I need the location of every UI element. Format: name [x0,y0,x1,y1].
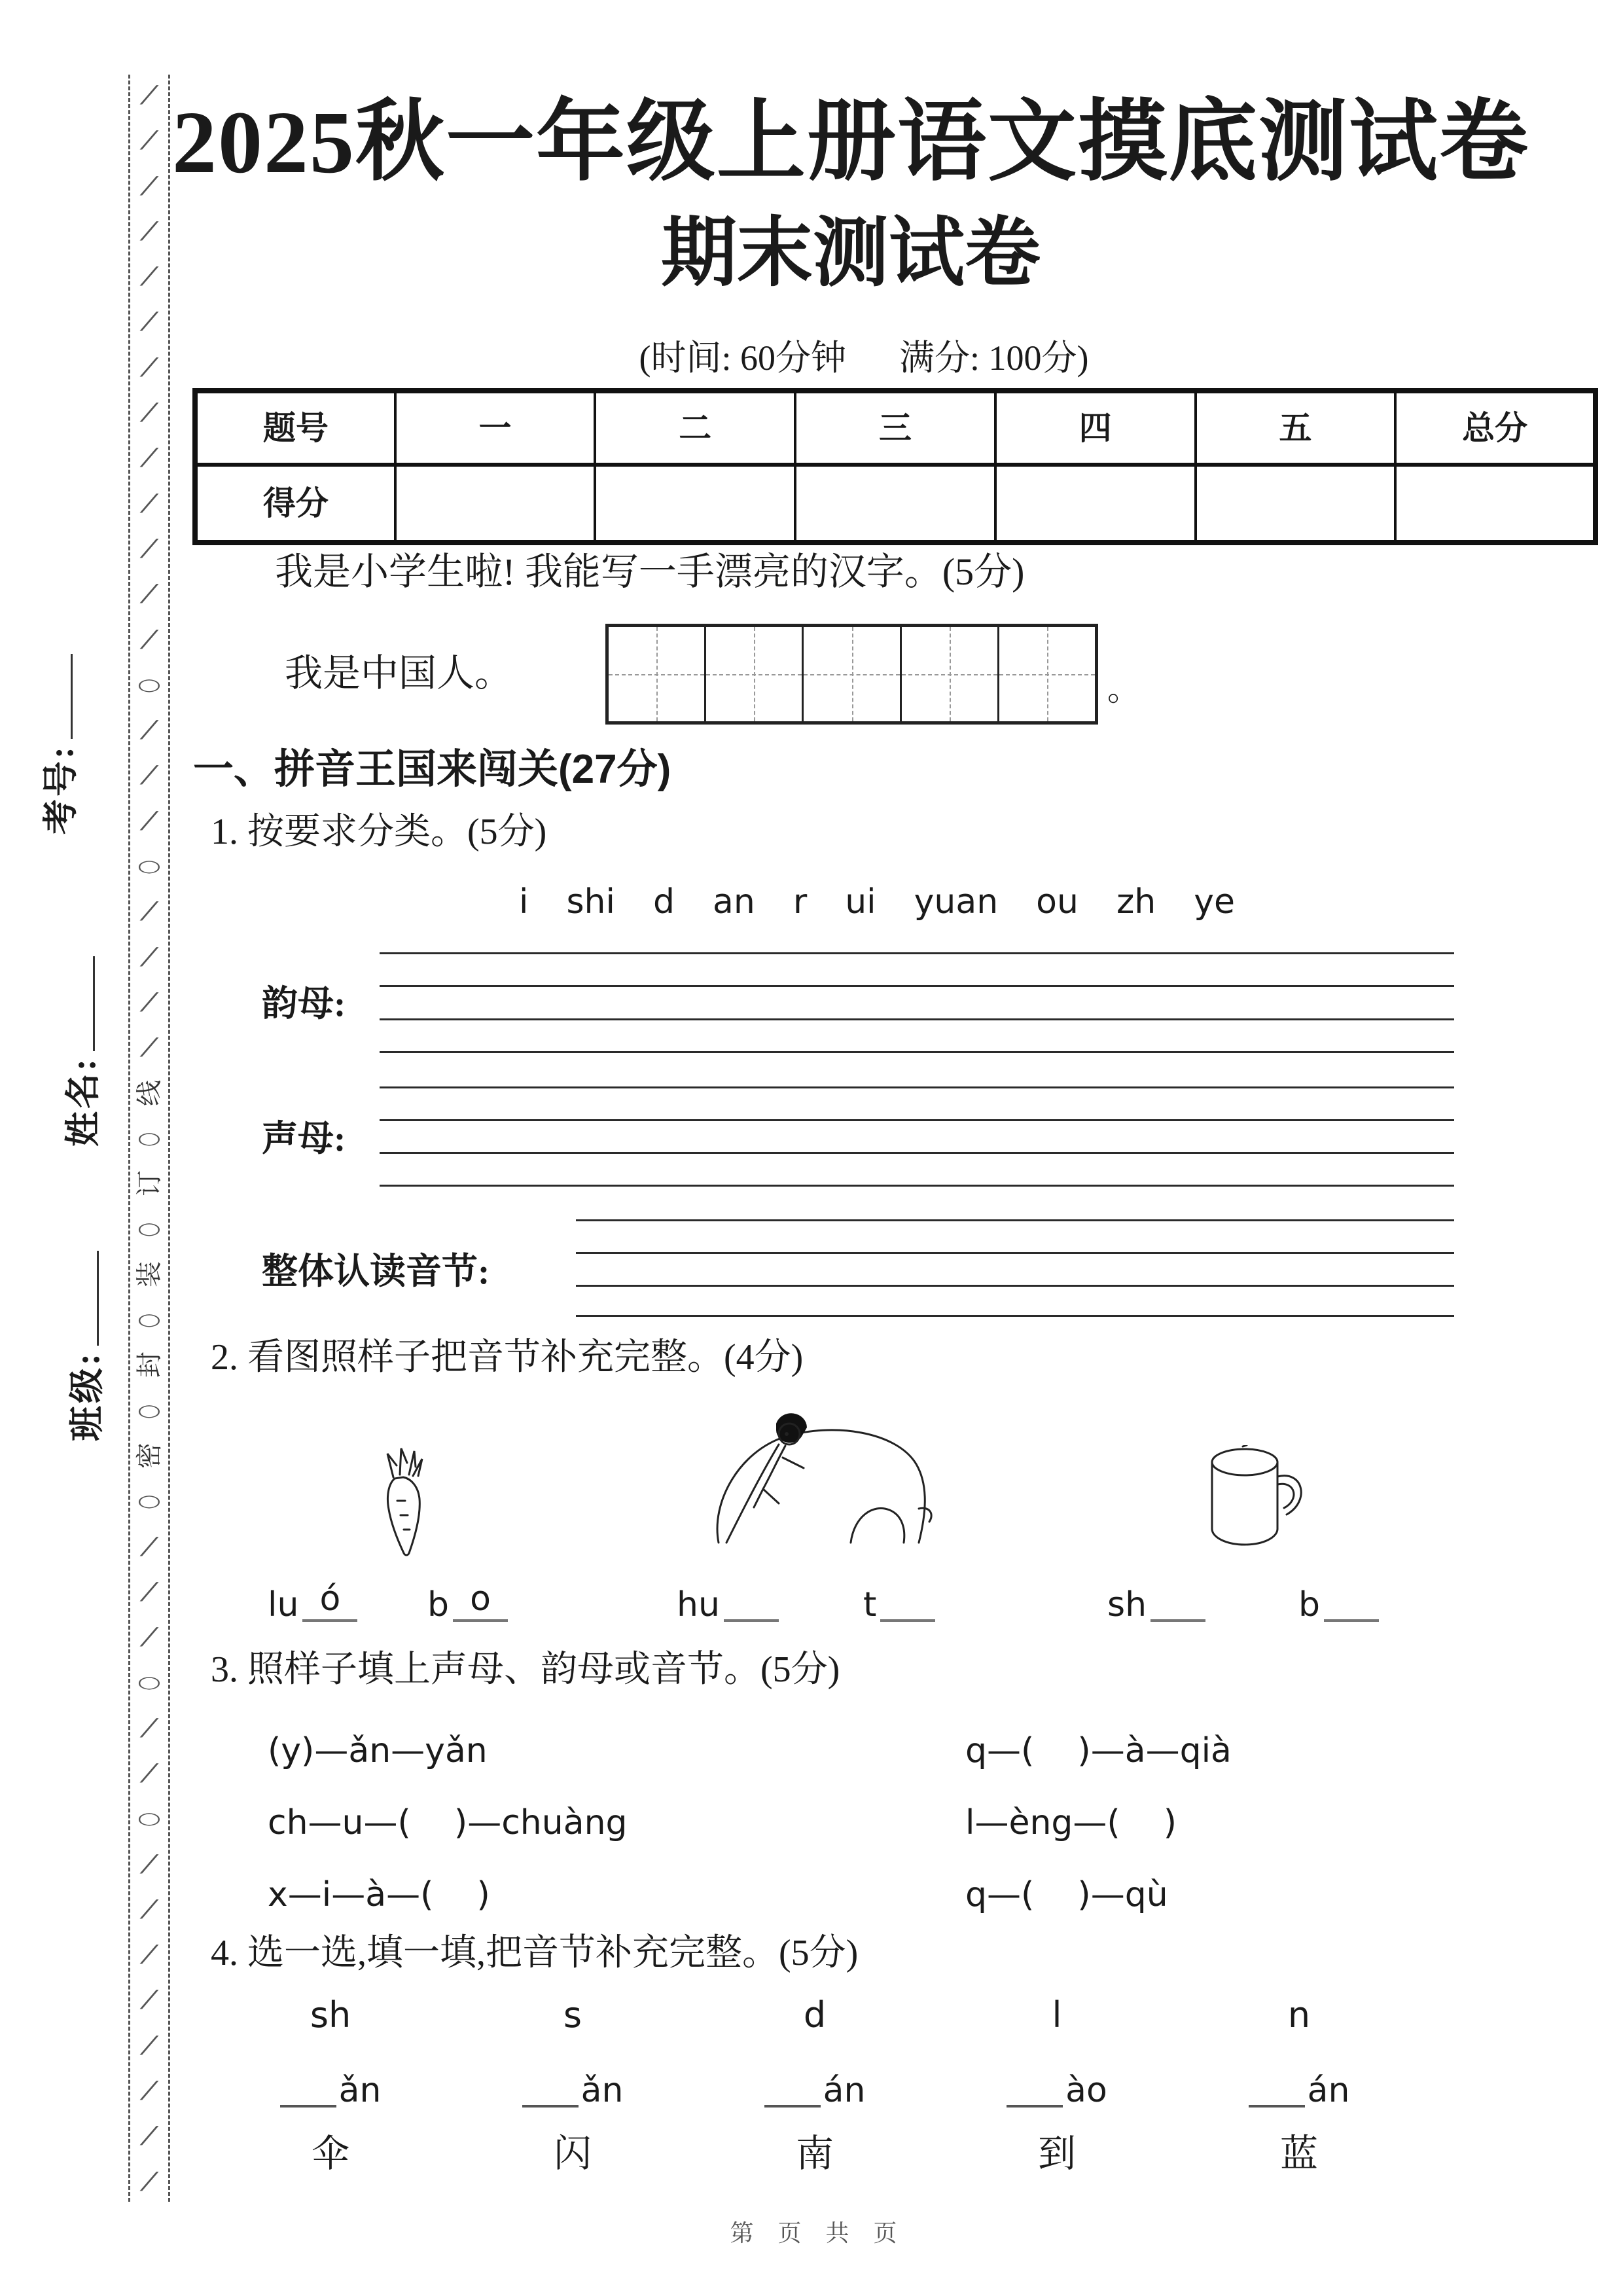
handwriting-cell [999,627,1095,721]
staff-line [380,985,1454,987]
q4-rhyme: ào [1065,2071,1107,2110]
q3-item: ch—u—( )—chuàng [268,1803,628,1842]
q3-item: x—i—à—( ) [268,1875,490,1914]
binding-strip-mark: ╱ [141,1627,158,1647]
q3-item: (y)—ǎn—yǎn [268,1731,488,1770]
pinyin-item: ye [1194,882,1235,922]
binding-strip-mark: ╱ [141,901,158,921]
answer-blank [280,2067,336,2108]
q4-option: l [1052,1994,1062,2036]
q4-blank-item [452,2067,694,2108]
answer-blank [522,2067,579,2108]
q2-syllable-blank [1107,1579,1205,1622]
q4-blank-item [1178,2067,1420,2108]
intro-text: 我是小学生啦! 我能写一手漂亮的汉字。(5分) [275,550,1025,593]
binding-strip-mark: 装 [134,1261,164,1287]
exam-meta: (时间: 60分钟 满分: 100分) [639,338,1089,378]
score-table-question-cell: 总分 [1395,391,1596,465]
page-subtitle: 期末测试卷 [661,212,1041,296]
binding-strip-mark: ○ [137,1400,162,1420]
q4-options-row [209,1994,1420,2036]
staff-line [380,1051,1454,1053]
staff-line [576,1252,1454,1254]
score-table-question-cell: 三 [795,391,995,465]
q4-rhyme: ǎn [580,2071,624,2110]
binding-strip-mark: ╱ [141,2171,158,2191]
staff-line [380,1018,1454,1020]
handwriting-cell [804,627,901,721]
syllable-initial: b [427,1585,450,1624]
q4-option: s [563,1994,582,2036]
staff-line [380,1086,1454,1088]
staff-line [380,1119,1454,1121]
copy-sentence: 我是中国人。 [285,652,513,694]
score-table-empty-cell [595,465,795,543]
q4-option: d [803,1994,827,2036]
binding-strip-mark: ╱ [141,720,158,740]
handwriting-cell [902,627,999,721]
pinyin-item: d [652,882,675,922]
binding-strip-mark: 订 [134,1170,164,1197]
binding-strip-mark: ○ [137,1128,162,1148]
q2-syllable-blank [1298,1579,1379,1622]
q4-rhyme: án [823,2071,866,2110]
binding-strip-mark: ╱ [141,221,158,241]
staff-line [380,1185,1454,1187]
score-table-question-cell: 一 [395,391,596,465]
binding-strip-mark: ○ [137,1491,162,1511]
score-table-question-cell: 四 [995,391,1196,465]
binding-strip-mark: ╱ [141,312,158,331]
q3-item: l—èng—( ) [965,1803,1177,1842]
q2-heading: 2. 看图照样子把音节补充完整。(4分) [211,1337,804,1378]
score-table-score-row [195,465,1596,543]
score-table-empty-cell [995,465,1196,543]
staff-line [380,1152,1454,1154]
whole-syllables-label: 整体认读音节: [262,1251,490,1291]
q1-pinyin-list [131,882,1623,922]
syllable-answer: o [453,1579,508,1622]
score-table-empty-cell [395,465,596,543]
syllable-answer-blank [1150,1579,1205,1622]
score-table-question-cell: 五 [1196,391,1396,465]
binding-strip-mark: 封 [134,1352,164,1378]
pinyin-item: r [793,882,808,922]
binding-strip-mark: ╱ [141,2126,158,2145]
binding-strip-mark: ╱ [141,85,158,105]
q4-option: sh [310,1994,351,2036]
binding-strip-mark: ╱ [141,1990,158,2009]
class-label: 班级: [67,1351,107,1441]
syllable-initial: lu [268,1585,299,1624]
binding-strip-mark: ╱ [141,175,158,195]
syllable-initial: b [1298,1585,1321,1624]
score-table-empty-cell [795,465,995,543]
handwriting-grid [605,624,1098,725]
binding-strip-mark: ╱ [141,1037,158,1057]
exam-number-field [43,654,79,834]
binding-strip-mark: ╱ [141,130,158,150]
syllable-answer: ó [302,1579,357,1622]
pinyin-item: ui [845,882,876,922]
q2-syllable-blank [863,1579,935,1622]
q2-syllable-blank [677,1579,779,1622]
q4-blanks-row [209,2067,1420,2108]
child-on-slide-image [699,1404,957,1549]
q3-heading: 3. 照样子填上声母、韵母或音节。(5分) [211,1649,840,1690]
binding-strip-mark: ╱ [141,493,158,513]
binding-strip-mark: ╱ [141,2081,158,2100]
binding-strip-mark: ╱ [141,538,158,558]
binding-strip-mark: ╱ [141,1945,158,1964]
finals-label: 韵母: [262,984,346,1024]
binding-strip-mark: ╱ [141,992,158,1012]
q4-hanzi: 伞 [311,2132,349,2175]
handwriting-cell [706,627,804,721]
initials-label: 声母: [262,1119,346,1158]
binding-strip-mark: ╱ [141,2035,158,2055]
exam-number-label: 考号: [41,744,80,834]
score-table-empty-cell [1395,465,1596,543]
binding-strip-mark: ╱ [141,810,158,831]
binding-strip-mark: ╱ [141,1717,158,1738]
binding-strip-mark: ╱ [141,266,158,286]
binding-strip-mark: ╱ [141,584,158,603]
student-name-blank [88,956,95,1051]
staff-line [576,1285,1454,1287]
syllable-initial: hu [677,1585,720,1624]
pinyin-item: yuan [914,882,999,922]
binding-strip-mark: ○ [137,856,162,876]
q4-rhyme: án [1307,2071,1350,2110]
binding-strip-mark: 密 [134,1442,164,1469]
staff-line [576,1219,1454,1221]
answer-blank [1007,2067,1063,2108]
handwriting-cell [609,627,706,721]
binding-strip-mark: ╱ [141,765,158,785]
binding-strip [128,75,170,2202]
class-blank [92,1251,99,1346]
syllable-initial: t [863,1585,877,1624]
class-field [69,1251,105,1441]
student-name-label: 姓名: [63,1056,103,1147]
staff-line [380,952,1454,954]
binding-strip-mark: ○ [137,1219,162,1238]
binding-strip-mark: ╱ [141,448,158,467]
pinyin-item: i [519,882,529,922]
q2-syllable-example [268,1579,357,1622]
q4-hanzi-row [209,2132,1420,2175]
q3-item: q—( )—qù [965,1875,1168,1914]
q4-heading: 4. 选一选,填一填,把音节补充完整。(5分) [211,1933,859,1973]
pinyin-item: zh [1116,882,1156,922]
q3-items [268,1715,1419,1931]
student-name-field [65,956,101,1147]
answer-blank [764,2067,821,2108]
binding-strip-mark: ○ [137,674,162,694]
syllable-answer-blank [1324,1579,1379,1622]
pinyin-item: an [712,882,755,922]
pinyin-item: shi [566,882,615,922]
binding-strip-mark: ╱ [141,1581,158,1602]
answer-blank [1249,2067,1305,2108]
binding-strip-mark: ╱ [141,629,158,649]
score-table-score-label: 得分 [195,465,395,543]
radish-image [370,1443,452,1558]
q4-blank-item [936,2067,1178,2108]
exam-number-blank [65,654,73,739]
binding-strip-mark: ╱ [141,403,158,422]
binding-strip-mark: ○ [137,1808,162,1828]
q4-hanzi: 蓝 [1279,2132,1318,2175]
binding-strip-mark: ╱ [141,357,158,377]
pinyin-item: ou [1036,882,1079,922]
score-table-empty-cell [1196,465,1396,543]
grid-period: 。 [1107,671,1140,708]
binding-strip-mark: ╱ [141,1536,158,1556]
binding-strip-mark: ○ [137,1672,162,1692]
binding-strip-mark: ╱ [141,946,158,967]
score-table [192,388,1598,545]
page-title: 2025秋一年级上册语文摸底测试卷 [172,94,1529,192]
q2-syllable-example [427,1579,508,1622]
binding-strip-mark: ○ [137,1310,162,1329]
score-table-corner: 题号 [195,391,395,465]
syllable-initial: sh [1107,1585,1147,1624]
binding-strip-mark: ╱ [141,1763,158,1783]
page-footer: 第 页 共 页 [730,2220,906,2246]
score-table-question-cell: 二 [595,391,795,465]
q4-blank-item [694,2067,936,2108]
score-table-header-row [195,391,1596,465]
q1-heading: 1. 按要求分类。(5分) [211,812,547,852]
q3-item: q—( )—à—qià [965,1731,1232,1770]
syllable-answer-blank [724,1579,779,1622]
binding-strip-mark: ╱ [141,1899,158,1919]
mug-image [1204,1445,1321,1553]
q4-hanzi: 到 [1037,2132,1076,2175]
binding-strip-mark: 线 [134,1079,164,1106]
syllable-answer-blank [880,1579,935,1622]
staff-line [576,1315,1454,1317]
q4-hanzi: 闪 [553,2132,592,2175]
q4-hanzi: 南 [795,2132,834,2175]
section1-heading: 一、拼音王国来闯关(27分) [193,747,671,792]
q4-rhyme: ǎn [338,2071,382,2110]
binding-strip-mark: ╱ [141,1854,158,1873]
q4-option: n [1287,1994,1311,2036]
q4-blank-item [209,2067,452,2108]
